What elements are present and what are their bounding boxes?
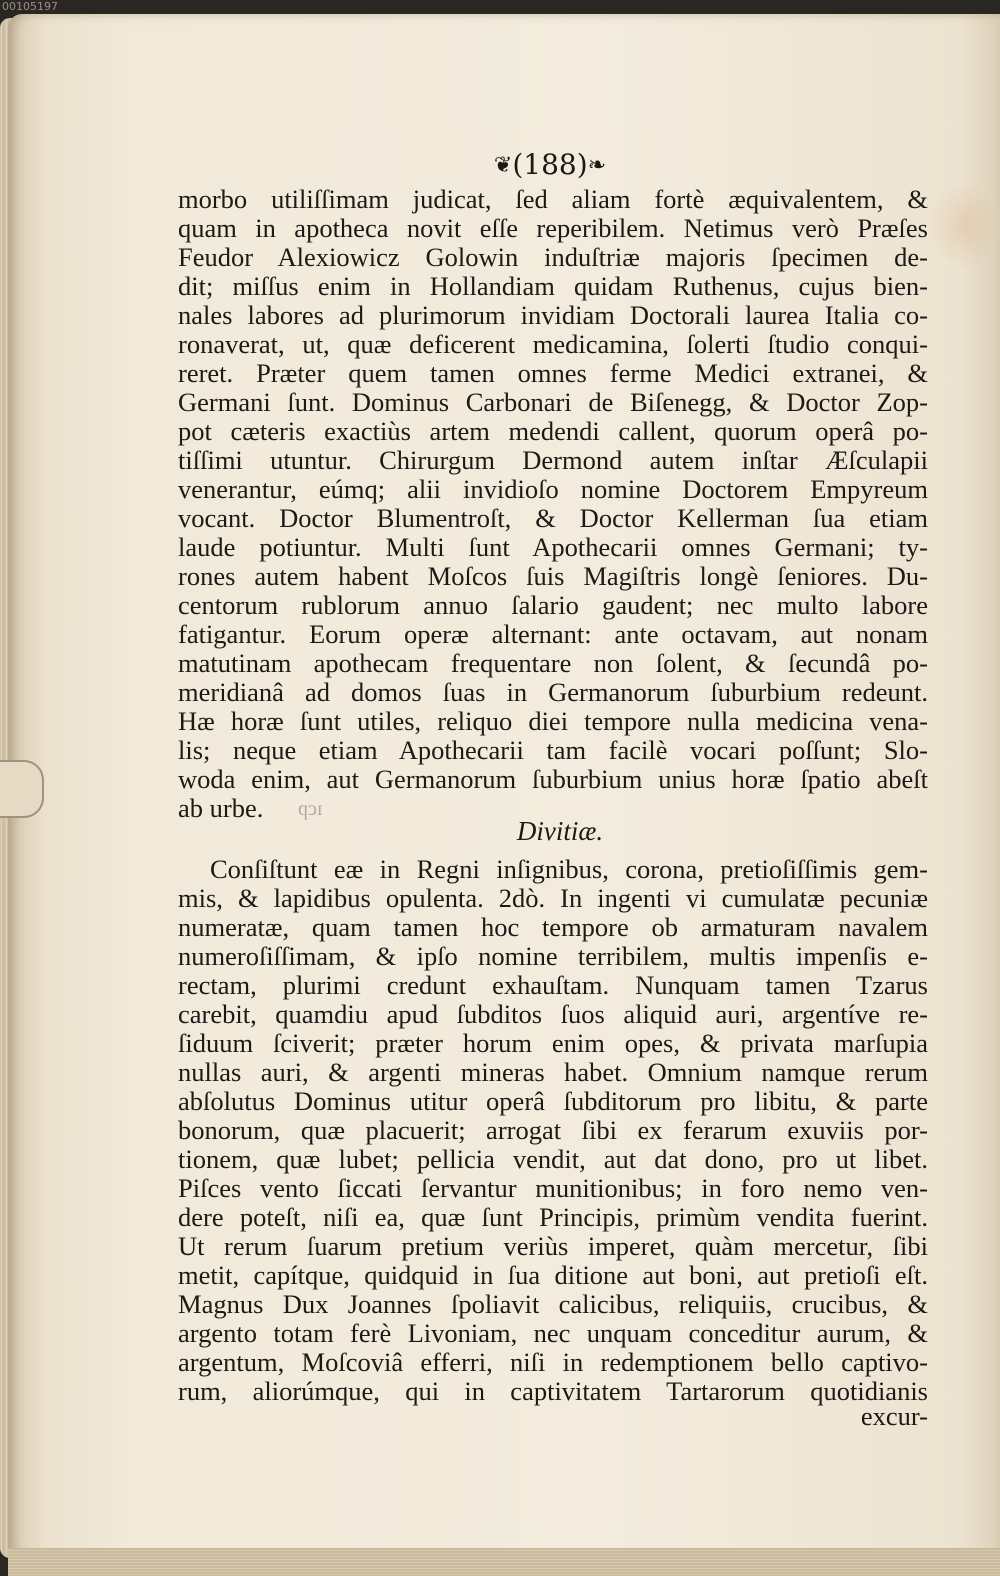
text-line: rum, aliorúmque, qui in captivitatem Tartarorum quotidianis xyxy=(178,1376,928,1406)
text-line: reret. Præter quem tamen omnes ferme Medici extranei, & xyxy=(178,358,928,388)
paper-stain xyxy=(930,180,1000,270)
text-line: mis, & lapidibus opulenta. 2dò. In ingenti vi cumulatæ pecuniæ xyxy=(178,883,928,913)
text-line: bonorum, quæ placuerit; arrogat ſibi ex ferarum exuviis por- xyxy=(178,1115,928,1145)
text-line: ſiduum ſciverit; præter horum enim opes, & privata marſupia xyxy=(178,1028,928,1058)
text-line: nullas auri, & argenti mineras habet. Omnium namque rerum xyxy=(178,1057,928,1087)
text-line: argentum, Moſcoviâ efferri, niſi in redemptionem bello captivo- xyxy=(178,1347,928,1377)
text-line: tionem, quæ lubet; pellicia vendit, aut dat dono, pro ut libet. xyxy=(178,1144,928,1174)
page-number: 188 xyxy=(523,148,577,181)
text-line: Feudor Alexiowicz Golowin induſtriæ majoris ſpecimen de- xyxy=(178,242,928,272)
text-line: quam in apotheca novit eſſe reperibilem. Netimus verò Præſes xyxy=(178,213,928,243)
text-line: numeroſiſſimam, & ipſo nomine terribilem, multis impenſis e- xyxy=(178,941,928,971)
text-line: abſolutus Dominus utitur operâ ſubditorum pro libitu, & parte xyxy=(178,1086,928,1116)
text-line: pot cæteris exactiùs artem medendi callent, quorum operâ po- xyxy=(178,416,928,446)
text-line: carebit, quamdiu apud ſubditos ſuos aliquid auri, argentíve re- xyxy=(178,999,928,1029)
text-line: matutinam apothecam frequentare non ſolent, & ſecundâ po- xyxy=(178,648,928,678)
text-line: morbo utiliſſimam judicat, ſed aliam fortè æquivalentem, & xyxy=(178,184,928,214)
section-heading: Divitiæ. xyxy=(516,816,604,846)
text-line: Conſiſtunt eæ in Regni inſignibus, corona, pretioſiſſimis gem- xyxy=(210,854,928,884)
left-ornament: ❦ xyxy=(493,153,513,178)
page-bottom-edge xyxy=(8,1548,1000,1576)
page-number-close-paren: ) xyxy=(576,148,588,181)
text-line: laude potiuntur. Multi ſunt Apothecarii omnes Germani; ty- xyxy=(178,532,928,562)
text-line: ab urbe. xyxy=(178,793,264,823)
text-line: argento totam ferè Livoniam, nec unquam conceditur aurum, & xyxy=(178,1318,928,1348)
text-line: Ut rerum ſuarum pretium veriùs imperet, quàm mercetur, ſibi xyxy=(178,1231,928,1261)
text-line: venerantur, eúmq; alii invidioſo nomine Doctorem Empyreum xyxy=(178,474,928,504)
text-line: Hæ horæ ſunt utiles, reliquo diei tempore nulla medicina vena- xyxy=(178,706,928,736)
page-clip-tab xyxy=(0,760,44,818)
text-line: meridianâ ad domos ſuas in Germanorum ſuburbium redeunt. xyxy=(178,677,928,707)
bleed-through-text: ıcp xyxy=(298,798,323,820)
text-line: Magnus Dux Joannes ſpoliavit calicibus, reliquiis, crucibus, & xyxy=(178,1289,928,1319)
text-line: dere poteſt, niſi ea, quæ ſunt Principis, primùm vendita fuerint. xyxy=(178,1202,928,1232)
text-line: Piſces vento ſiccati ſervantur munitionibus; in foro nemo ven- xyxy=(178,1173,928,1203)
right-ornament: ❧ xyxy=(587,153,607,178)
catalog-id: 00105197 xyxy=(2,0,58,13)
text-line: rectam, plurimi credunt exhauſtam. Nunquam tamen Tzarus xyxy=(178,970,928,1000)
text-line: rones autem habent Moſcos ſuis Magiſtris longè ſeniores. Du- xyxy=(178,561,928,591)
text-line: nales labores ad plurimorum invidiam Doctorali laurea Italia co- xyxy=(178,300,928,330)
text-line: metit, capítque, quidquid in ſua ditione aut boni, aut pretioſi eſt. xyxy=(178,1260,928,1290)
page-number-open-paren: ( xyxy=(512,148,524,181)
text-line: vocant. Doctor Blumentroſt, & Doctor Kellerman ſua etiam xyxy=(178,503,928,533)
catchword: excur- xyxy=(860,1401,928,1431)
text-line: lis; neque etiam Apothecarii tam facilè vocari poſſunt; Slo- xyxy=(178,735,928,765)
text-line: Germani ſunt. Dominus Carbonari de Biſenegg, & Doctor Zop- xyxy=(178,387,928,417)
text-line: woda enim, aut Germanorum ſuburbium unius horæ ſpatio abeſt xyxy=(178,764,928,794)
text-line: tiſſimi utuntur. Chirurgum Dermond autem inſtar Æſculapii xyxy=(178,445,928,475)
text-line: ronaverat, ut, quæ deficerent medicamina, ſolerti ſtudio conqui- xyxy=(178,329,928,359)
text-line: numeratæ, quam tamen hoc tempore ob armaturam navalem xyxy=(178,912,928,942)
text-line: centorum rublorum annuo ſalario gaudent; nec multo labore xyxy=(178,590,928,620)
text-line: fatigantur. Eorum operæ alternant: ante octavam, aut nonam xyxy=(178,619,928,649)
text-line: dit; miſſus enim in Hollandiam quidam Ruthenus, cujus bien- xyxy=(178,271,928,301)
page-header xyxy=(450,148,650,181)
